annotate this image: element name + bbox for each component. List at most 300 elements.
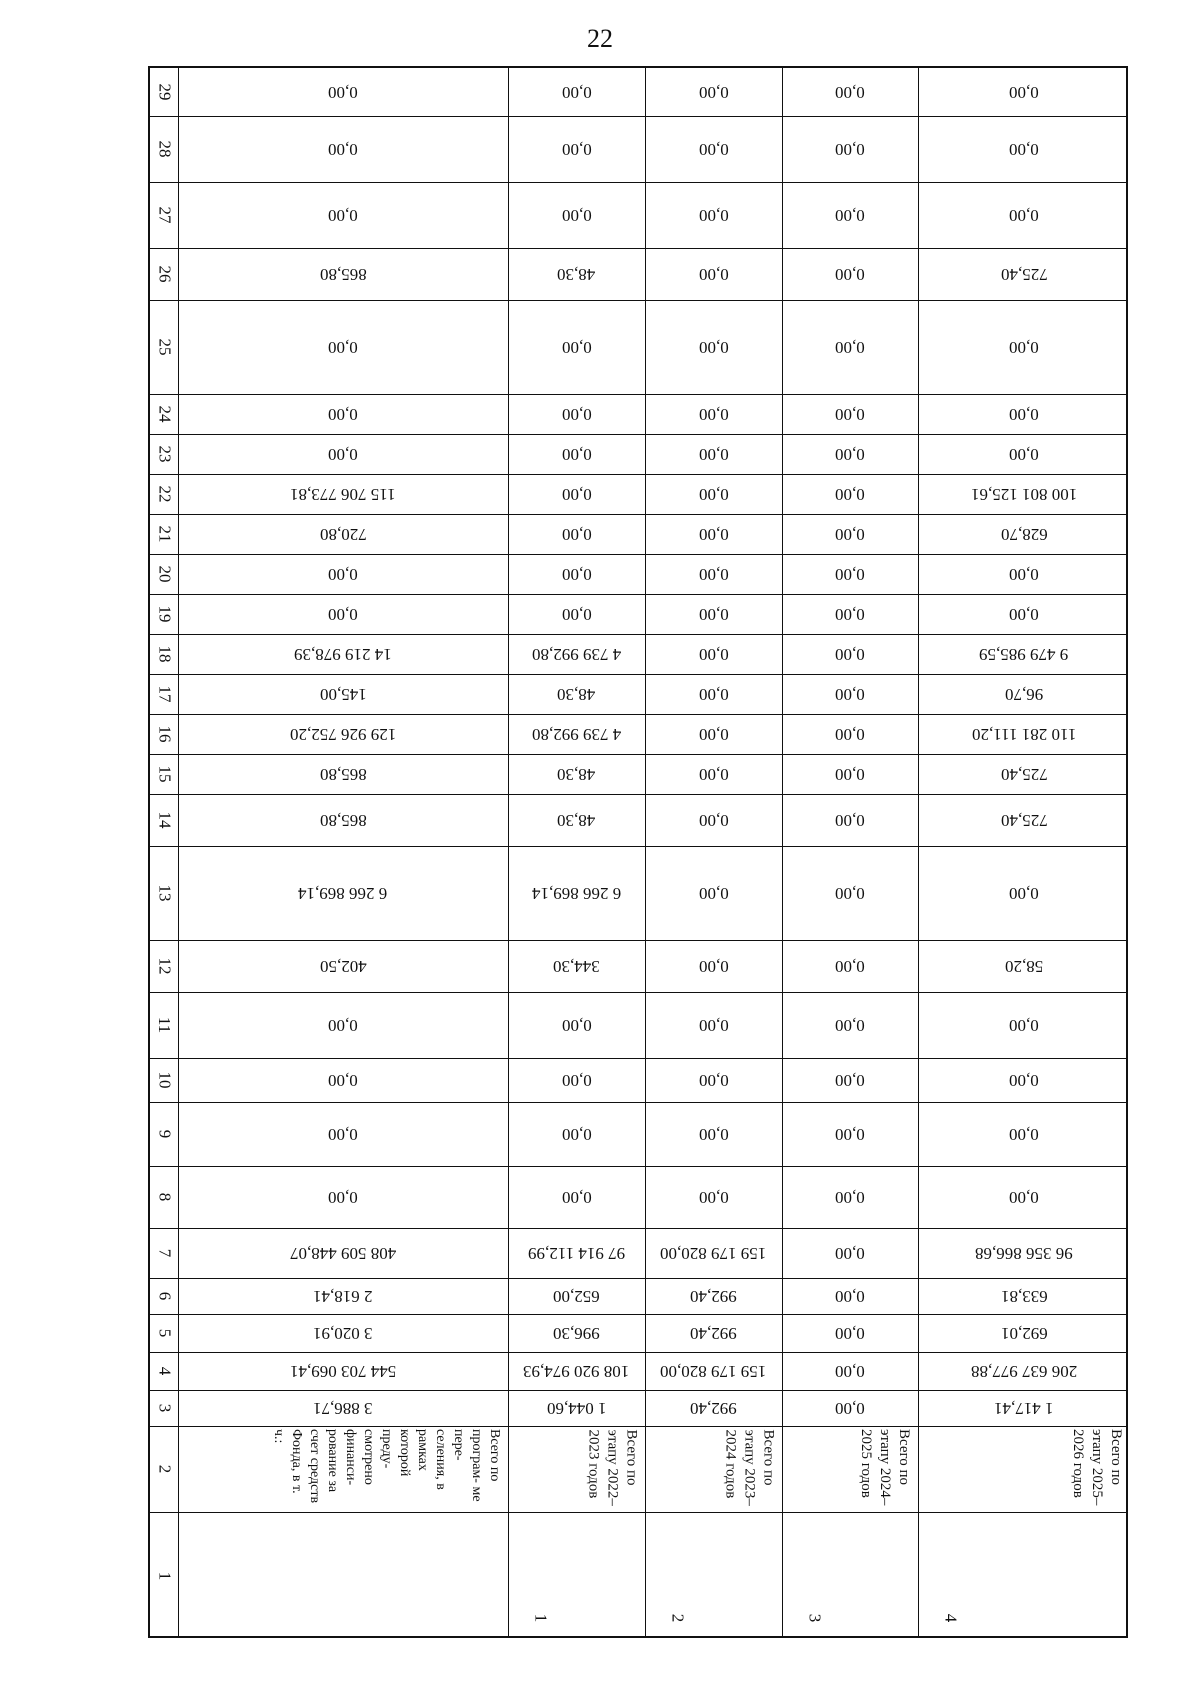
value-cell xyxy=(782,1278,918,1314)
value-text: 992,40 xyxy=(690,1399,737,1418)
value-text: 0,00 xyxy=(698,338,729,357)
value-cell xyxy=(508,554,645,594)
value-cell xyxy=(508,634,645,674)
value-cell xyxy=(178,1390,508,1426)
value-cell xyxy=(508,182,645,248)
row-number-label: 11 xyxy=(155,1016,174,1034)
value-cell xyxy=(645,714,782,754)
value-text: 0,00 xyxy=(561,338,592,357)
row-number-label: 13 xyxy=(155,884,174,902)
value-cell xyxy=(782,992,918,1058)
value-text: 725,40 xyxy=(1000,811,1048,830)
value-text: 0,00 xyxy=(328,1071,358,1090)
value-cell xyxy=(918,394,1130,434)
column-number-label: 3 xyxy=(805,1613,825,1623)
value-text: 0,00 xyxy=(835,1125,865,1144)
value-cell xyxy=(782,434,918,474)
value-text: 0,00 xyxy=(1009,83,1039,102)
value-text: 0,00 xyxy=(561,605,592,624)
value-cell xyxy=(918,992,1130,1058)
value-cell xyxy=(782,116,918,182)
row-number xyxy=(150,116,178,182)
value-text: 2 618,41 xyxy=(313,1287,373,1306)
value-text: 0,00 xyxy=(835,485,865,504)
value-cell xyxy=(645,1390,782,1426)
row-number-label: 28 xyxy=(155,140,174,158)
column-header xyxy=(645,1426,782,1512)
value-cell xyxy=(918,1352,1130,1390)
value-cell xyxy=(782,1314,918,1352)
column-header-text: Всего по этапу 2022– 2023 годов xyxy=(585,1429,639,1506)
value-cell xyxy=(645,1352,782,1390)
value-text: 0,00 xyxy=(698,645,729,664)
value-cell xyxy=(918,754,1130,794)
value-cell xyxy=(645,182,782,248)
value-cell xyxy=(178,940,508,992)
row-number-label: 26 xyxy=(155,265,174,283)
row-number-label: 24 xyxy=(155,405,174,423)
value-text: 0,00 xyxy=(698,140,729,159)
value-cell xyxy=(645,1102,782,1166)
value-text: 692,01 xyxy=(1000,1324,1048,1343)
value-cell xyxy=(918,714,1130,754)
row-number-label: 12 xyxy=(155,957,174,975)
value-cell xyxy=(918,1058,1130,1102)
value-text: 4 739 992,80 xyxy=(531,645,622,664)
value-cell xyxy=(508,1352,645,1390)
value-text: 0,00 xyxy=(698,525,729,544)
value-cell xyxy=(782,1228,918,1278)
value-text: 0,00 xyxy=(835,765,865,784)
column-number xyxy=(178,1512,508,1640)
value-cell xyxy=(918,940,1130,992)
value-cell xyxy=(508,794,645,846)
value-cell xyxy=(508,674,645,714)
value-text: 0,00 xyxy=(328,445,358,464)
column-header xyxy=(178,1426,508,1512)
value-text: 0,00 xyxy=(698,265,729,284)
row-number xyxy=(150,794,178,846)
value-text: 0,00 xyxy=(328,1188,358,1207)
value-cell xyxy=(918,248,1130,300)
value-cell xyxy=(918,1314,1130,1352)
row-number xyxy=(150,594,178,634)
value-cell xyxy=(918,474,1130,514)
column-number-label: 4 xyxy=(941,1613,961,1623)
value-cell xyxy=(645,992,782,1058)
value-cell xyxy=(645,594,782,634)
value-cell xyxy=(508,1228,645,1278)
row-number xyxy=(150,1352,178,1390)
value-cell xyxy=(178,474,508,514)
value-text: 992,40 xyxy=(690,1324,737,1343)
value-cell xyxy=(178,514,508,554)
row-number xyxy=(150,634,178,674)
row-number xyxy=(150,754,178,794)
value-text: 0,00 xyxy=(835,338,865,357)
value-text: 996,30 xyxy=(553,1324,600,1343)
value-text: 865,80 xyxy=(319,765,367,784)
value-text: 0,00 xyxy=(835,265,865,284)
row-number xyxy=(150,394,178,434)
value-text: 3 020,91 xyxy=(313,1324,373,1343)
value-text: 652,00 xyxy=(553,1287,600,1306)
column-number xyxy=(918,1512,1130,1640)
value-cell xyxy=(782,1102,918,1166)
value-text: 0,00 xyxy=(328,83,358,102)
row-number xyxy=(150,1512,178,1640)
value-text: 0,00 xyxy=(328,1016,358,1035)
row-number-label: 21 xyxy=(155,525,174,543)
value-text: 0,00 xyxy=(561,1188,592,1207)
value-cell xyxy=(645,1314,782,1352)
value-text: 0,00 xyxy=(561,405,592,424)
row-number xyxy=(150,992,178,1058)
row-number-label: 17 xyxy=(155,685,174,703)
value-cell xyxy=(178,116,508,182)
row-number xyxy=(150,1228,178,1278)
value-text: 0,00 xyxy=(328,338,358,357)
value-text: 0,00 xyxy=(835,685,865,704)
value-text: 48,30 xyxy=(557,265,596,284)
value-text: 0,00 xyxy=(698,485,729,504)
value-cell xyxy=(782,474,918,514)
row-number xyxy=(150,940,178,992)
value-cell xyxy=(508,714,645,754)
column-number xyxy=(782,1512,918,1640)
column-header-text: Всего по програм- ме пере- селения, в рамках которой преду- смотрено финанси- рование за счет средств Фонда, в т. ч.: xyxy=(271,1429,502,1504)
value-cell xyxy=(645,434,782,474)
value-text: 0,00 xyxy=(1009,1188,1039,1207)
value-cell xyxy=(178,1228,508,1278)
row-number-label: 6 xyxy=(155,1291,174,1301)
value-cell xyxy=(508,248,645,300)
column-header-text: Всего по этапу 2025– 2026 годов xyxy=(1070,1429,1124,1506)
value-cell xyxy=(782,714,918,754)
value-text: 725,40 xyxy=(1000,265,1048,284)
value-text: 0,00 xyxy=(698,405,729,424)
row-number-label: 1 xyxy=(155,1571,174,1581)
value-text: 865,80 xyxy=(319,265,367,284)
value-cell xyxy=(178,846,508,940)
row-number xyxy=(150,434,178,474)
value-text: 0,00 xyxy=(1009,1016,1039,1035)
value-cell xyxy=(645,1228,782,1278)
value-cell xyxy=(782,300,918,394)
value-text: 633,81 xyxy=(1000,1287,1048,1306)
value-cell xyxy=(782,514,918,554)
value-cell xyxy=(508,300,645,394)
value-cell xyxy=(918,846,1130,940)
value-text: 1 044,60 xyxy=(546,1399,607,1418)
value-text: 0,00 xyxy=(698,1125,729,1144)
value-text: 0,00 xyxy=(698,957,729,976)
row-number-label: 3 xyxy=(155,1403,174,1413)
value-cell xyxy=(918,1102,1130,1166)
value-cell xyxy=(178,1166,508,1228)
value-text: 206 637 977,88 xyxy=(970,1362,1078,1381)
value-text: 0,00 xyxy=(328,605,358,624)
value-cell xyxy=(782,674,918,714)
value-text: 58,20 xyxy=(1004,957,1044,976)
value-text: 6 266 869,14 xyxy=(531,884,622,903)
value-cell xyxy=(645,474,782,514)
value-text: 0,00 xyxy=(835,884,865,903)
value-cell xyxy=(918,1228,1130,1278)
value-text: 0,00 xyxy=(328,565,358,584)
value-cell xyxy=(508,1278,645,1314)
value-cell xyxy=(508,1102,645,1166)
column-number-label: 1 xyxy=(531,1613,551,1623)
value-cell xyxy=(508,846,645,940)
value-text: 0,00 xyxy=(1009,206,1039,225)
row-number xyxy=(150,714,178,754)
value-cell xyxy=(918,674,1130,714)
value-text: 628,70 xyxy=(1000,525,1048,544)
value-text: 0,00 xyxy=(328,405,358,424)
value-cell xyxy=(508,754,645,794)
value-cell xyxy=(178,300,508,394)
value-text: 0,00 xyxy=(835,206,865,225)
value-text: 0,00 xyxy=(561,140,592,159)
value-cell xyxy=(178,714,508,754)
value-text: 0,00 xyxy=(561,525,592,544)
value-text: 0,00 xyxy=(561,485,592,504)
value-cell xyxy=(508,116,645,182)
value-text: 48,30 xyxy=(557,765,596,784)
value-text: 0,00 xyxy=(835,525,865,544)
value-cell xyxy=(918,182,1130,248)
page-number: 22 xyxy=(587,24,613,53)
financing-table xyxy=(148,66,1128,1638)
value-cell xyxy=(178,248,508,300)
row-number-label: 10 xyxy=(155,1071,174,1089)
value-text: 0,00 xyxy=(835,605,865,624)
value-text: 0,00 xyxy=(698,565,729,584)
value-cell xyxy=(918,1278,1130,1314)
row-number-label: 2 xyxy=(155,1464,174,1474)
value-cell xyxy=(508,1314,645,1352)
value-cell xyxy=(645,794,782,846)
value-text: 544 703 069,41 xyxy=(289,1362,397,1381)
value-cell xyxy=(782,754,918,794)
value-cell xyxy=(178,594,508,634)
column-header xyxy=(508,1426,645,1512)
value-cell xyxy=(645,846,782,940)
row-number-label: 14 xyxy=(155,811,174,829)
value-cell xyxy=(782,940,918,992)
row-number-label: 18 xyxy=(155,645,174,663)
row-number-label: 16 xyxy=(155,725,174,743)
value-cell xyxy=(918,554,1130,594)
row-number-label: 20 xyxy=(155,565,174,583)
row-number xyxy=(150,1166,178,1228)
column-header-text: Всего по этапу 2024– 2025 годов xyxy=(858,1429,912,1506)
value-text: 720,80 xyxy=(319,525,367,544)
row-number xyxy=(150,554,178,594)
value-cell xyxy=(178,1314,508,1352)
value-text: 108 920 974,93 xyxy=(523,1362,630,1381)
value-text: 0,00 xyxy=(835,1324,865,1343)
row-number xyxy=(150,1278,178,1314)
value-text: 14 219 978,39 xyxy=(294,645,392,664)
value-text: 9 479 985,59 xyxy=(979,645,1069,664)
value-cell xyxy=(645,1058,782,1102)
value-cell xyxy=(918,594,1130,634)
value-text: 0,00 xyxy=(698,605,729,624)
column-header xyxy=(918,1426,1130,1512)
value-cell xyxy=(508,992,645,1058)
value-text: 0,00 xyxy=(1009,140,1039,159)
value-cell xyxy=(508,940,645,992)
value-cell xyxy=(178,992,508,1058)
value-text: 0,00 xyxy=(1009,884,1039,903)
value-cell xyxy=(918,514,1130,554)
value-text: 0,00 xyxy=(835,725,865,744)
value-cell xyxy=(178,1058,508,1102)
row-number xyxy=(150,68,178,116)
value-cell xyxy=(178,554,508,594)
value-cell xyxy=(645,940,782,992)
value-text: 344,30 xyxy=(553,957,600,976)
value-cell xyxy=(782,248,918,300)
column-header-text: Всего по этапу 2023– 2024 годов xyxy=(722,1429,776,1506)
value-text: 0,00 xyxy=(1009,338,1039,357)
value-cell xyxy=(645,68,782,116)
value-cell xyxy=(645,754,782,794)
value-cell xyxy=(645,1278,782,1314)
column-number xyxy=(645,1512,782,1640)
column-number-label: 2 xyxy=(668,1613,688,1623)
value-text: 0,00 xyxy=(835,645,865,664)
value-cell xyxy=(782,634,918,674)
row-number xyxy=(150,182,178,248)
value-cell xyxy=(508,434,645,474)
value-cell xyxy=(178,1278,508,1314)
value-text: 992,40 xyxy=(690,1287,737,1306)
value-text: 48,30 xyxy=(557,811,596,830)
value-cell xyxy=(782,394,918,434)
value-text: 1 417,41 xyxy=(994,1399,1054,1418)
value-text: 3 886,71 xyxy=(313,1399,373,1418)
value-text: 159 179 820,00 xyxy=(660,1362,767,1381)
value-text: 0,00 xyxy=(835,1071,865,1090)
row-number-label: 29 xyxy=(155,83,174,101)
row-number-label: 15 xyxy=(155,765,174,783)
value-cell xyxy=(508,394,645,434)
value-cell xyxy=(782,554,918,594)
value-cell xyxy=(918,794,1130,846)
value-cell xyxy=(178,754,508,794)
row-number xyxy=(150,300,178,394)
value-cell xyxy=(508,68,645,116)
value-text: 0,00 xyxy=(1009,605,1039,624)
row-number xyxy=(150,846,178,940)
value-text: 0,00 xyxy=(835,1244,865,1263)
value-text: 0,00 xyxy=(698,725,729,744)
value-text: 0,00 xyxy=(561,1016,592,1035)
value-cell xyxy=(782,594,918,634)
value-cell xyxy=(782,846,918,940)
row-number-label: 23 xyxy=(155,445,174,463)
value-text: 0,00 xyxy=(561,206,592,225)
value-text: 0,00 xyxy=(835,405,865,424)
row-number-label: 19 xyxy=(155,605,174,623)
value-cell xyxy=(178,434,508,474)
value-text: 97 914 112,99 xyxy=(527,1244,626,1263)
value-text: 0,00 xyxy=(698,206,729,225)
value-cell xyxy=(645,300,782,394)
value-text: 0,00 xyxy=(698,445,729,464)
value-cell xyxy=(645,1166,782,1228)
row-number-label: 5 xyxy=(155,1328,174,1338)
row-number xyxy=(150,1058,178,1102)
value-text: 0,00 xyxy=(698,83,729,102)
value-text: 0,00 xyxy=(328,140,358,159)
value-cell xyxy=(508,594,645,634)
value-text: 96,70 xyxy=(1004,685,1044,704)
row-number xyxy=(150,1102,178,1166)
value-text: 408 509 448,07 xyxy=(289,1244,397,1263)
value-text: 0,00 xyxy=(698,1188,729,1207)
row-number xyxy=(150,1390,178,1426)
value-text: 0,00 xyxy=(835,811,865,830)
value-text: 0,00 xyxy=(698,685,729,704)
value-text: 0,00 xyxy=(835,565,865,584)
row-number xyxy=(150,248,178,300)
value-cell xyxy=(782,794,918,846)
value-cell xyxy=(645,514,782,554)
value-cell xyxy=(508,1390,645,1426)
column-number xyxy=(508,1512,645,1640)
value-text: 0,00 xyxy=(698,884,729,903)
row-number-label: 4 xyxy=(155,1366,174,1376)
value-cell xyxy=(782,1166,918,1228)
row-number-label: 22 xyxy=(155,485,174,503)
value-cell xyxy=(918,1390,1130,1426)
value-cell xyxy=(918,300,1130,394)
value-text: 0,00 xyxy=(835,140,865,159)
value-cell xyxy=(508,1058,645,1102)
value-text: 0,00 xyxy=(1009,445,1039,464)
value-text: 402,50 xyxy=(319,957,367,976)
row-number-label: 25 xyxy=(155,338,174,356)
value-text: 115 706 773,81 xyxy=(290,485,396,504)
value-cell xyxy=(508,514,645,554)
value-text: 6 266 869,14 xyxy=(298,884,388,903)
value-cell xyxy=(645,248,782,300)
value-cell xyxy=(782,68,918,116)
value-cell xyxy=(918,434,1130,474)
value-text: 0,00 xyxy=(1009,1125,1039,1144)
row-number-label: 7 xyxy=(155,1248,174,1258)
row-number-label: 9 xyxy=(155,1129,174,1139)
value-text: 0,00 xyxy=(561,565,592,584)
value-cell xyxy=(508,474,645,514)
value-cell xyxy=(178,794,508,846)
value-cell xyxy=(782,1390,918,1426)
row-number-label: 8 xyxy=(155,1192,174,1202)
value-cell xyxy=(782,1352,918,1390)
row-number xyxy=(150,1426,178,1512)
value-text: 0,00 xyxy=(328,206,358,225)
value-cell xyxy=(178,182,508,248)
value-cell xyxy=(645,554,782,594)
value-text: 0,00 xyxy=(698,1016,729,1035)
value-cell xyxy=(918,116,1130,182)
value-text: 0,00 xyxy=(835,445,865,464)
value-text: 129 926 752,20 xyxy=(289,725,397,744)
